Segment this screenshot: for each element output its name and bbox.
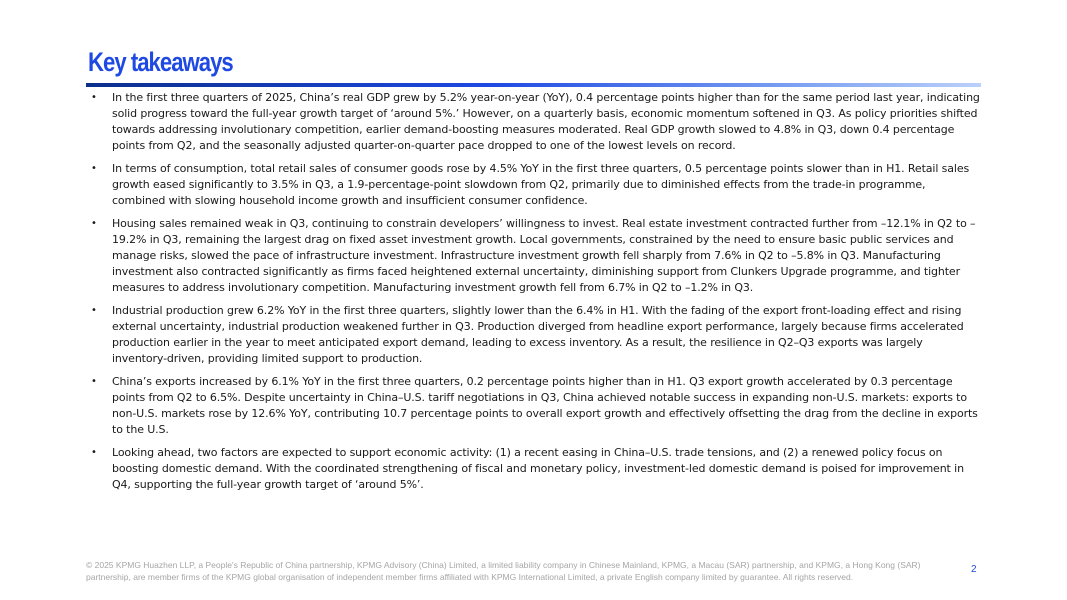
footer-disclaimer: © 2025 KPMG Huazhen LLP, a People's Republic of China partnership, KPMG Advisory (China) Limited, a limited liability company in Chinese Mainland, KPMG, a Macau (SAR) partnership, and KPMG, a Hong Kong (SAR) partnership, are member firms of the KPMG global organisation of independent member firms affiliated with KPMG International Limited, a private English company limited by guarantee. All rights reserved. (86, 560, 921, 582)
bullet-text: In terms of consumption, total retail sales of consumer goods rose by 4.5% YoY in the first three quarters, 0.5 percentage points slower than in H1. Retail sales growth eased significantly to 3.5% in Q3, a 1.9-percentage-point slowdown from Q2, primarily due to diminished effects from the trade-in programme, combined with slowing household income growth and insufficient consumer confidence. (112, 162, 970, 207)
bullet-text: Industrial production grew 6.2% YoY in the first three quarters, slightly lower than the 6.4% in H1. With the fading of the export front-loading effect and rising external uncertainty, industrial production weakened further in Q3. Production diverged from headline export performance, largely because firms accelerated production earlier in the year to meet anticipated export demand, leading to excess inventory. As a result, the resilience in Q2–Q3 exports was largely inventory-driven, providing limited support to production. (112, 304, 964, 365)
list-item (88, 161, 980, 209)
list-item (88, 445, 980, 493)
bullet-icon: • (91, 218, 97, 229)
list-item (88, 216, 980, 296)
bullet-text: Housing sales remained weak in Q3, continuing to constrain developers’ willingness to invest. Real estate investment contracted further from –12.1% in Q2 to –19.2% in Q3, remaining the largest drag on fixed asset investment growth. Local governments, constrained by the need to ensure basic public services and manage risks, slowed the pace of infrastructure investment. Infrastructure investment growth fell sharply from 7.6% in Q2 to –5.8% in Q3. Manufacturing investment also contracted significantly as firms faced heightened external uncertainty, diminishing support from Clunkers Upgrade programme, and tighter measures to address involutionary competition. Manufacturing investment growth fell from 6.7% in Q2 to –1.2% in Q3. (112, 217, 976, 294)
list-item (88, 303, 980, 367)
list-item (88, 374, 980, 438)
bullet-icon: • (91, 447, 97, 458)
list-item (88, 90, 980, 154)
takeaways-list (88, 90, 980, 500)
bullet-text: Looking ahead, two factors are expected to support economic activity: (1) a recent easing in China–U.S. trade tensions, and (2) a renewed policy focus on boosting domestic demand. With the coordinated strengthening of fiscal and monetary policy, investment-led domestic demand is poised for improvement in Q4, supporting the full-year growth target of ‘around 5%’. (112, 446, 964, 491)
bullet-text: In the first three quarters of 2025, China’s real GDP grew by 5.2% year-on-year (YoY), 0.4 percentage points higher than for the same period last year, indicating solid progress toward the full-year growth target of ‘around 5%.’ However, on a quarterly basis, economic momentum softened in Q3. As policy priorities shifted towards addressing involutionary competition, earlier demand-boosting measures moderated. Real GDP growth slowed to 4.8% in Q3, down 0.4 percentage points from Q2, and the seasonally adjusted quarter-on-quarter pace dropped to one of the lowest levels on record. (112, 91, 980, 152)
title-underline (86, 83, 981, 87)
page-title: Key takeaways (88, 47, 233, 77)
bullet-icon: • (91, 305, 97, 316)
bullet-icon: • (91, 92, 97, 103)
bullet-text: China’s exports increased by 6.1% YoY in the first three quarters, 0.2 percentage points higher than in H1. Q3 export growth accelerated by 0.3 percentage points from Q2 to 6.5%. Despite uncertainty in China–U.S. tariff negotiations in Q3, China achieved notable success in expanding non-U.S. markets: exports to non-U.S. markets rose by 12.6% YoY, contributing 10.7 percentage points to overall export growth and effectively offsetting the drag from the decline in exports to the U.S. (112, 375, 978, 436)
bullet-icon: • (91, 163, 97, 174)
page-number: 2 (971, 564, 977, 575)
bullet-icon: • (91, 376, 97, 387)
